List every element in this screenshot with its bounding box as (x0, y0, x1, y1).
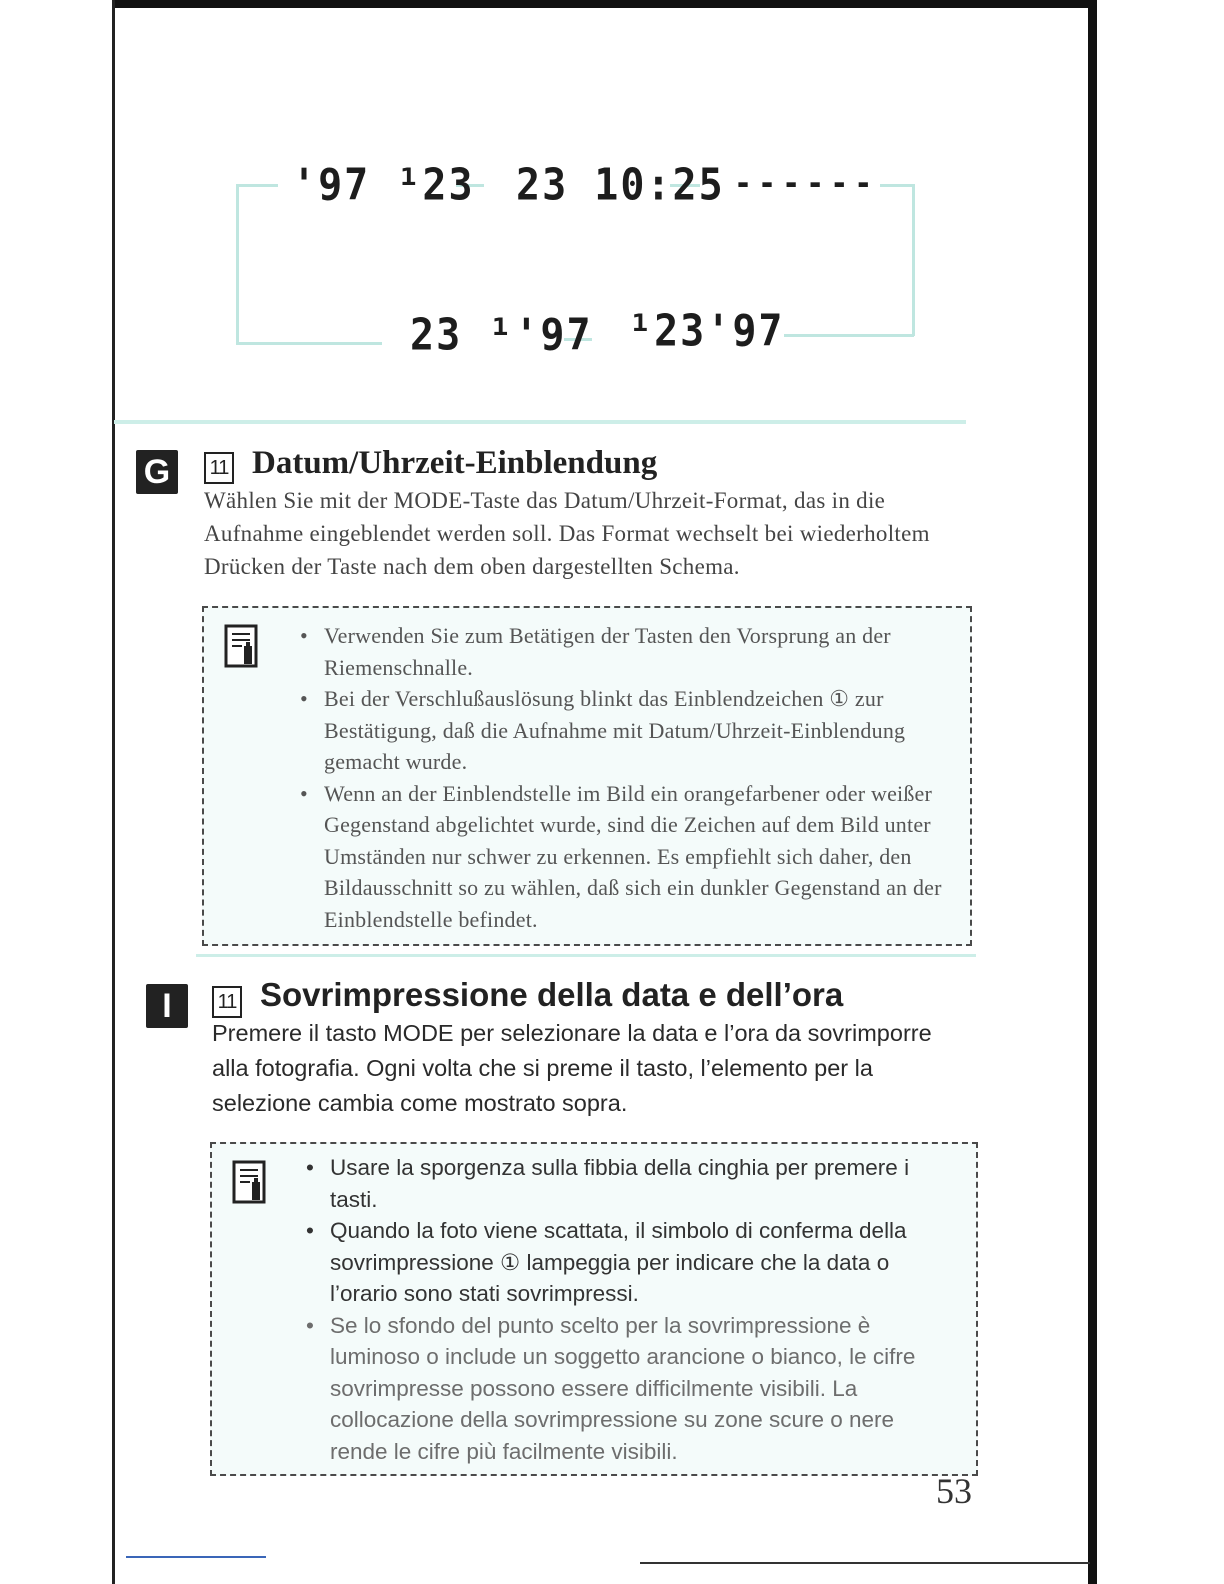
format-day-time: 23 10:25 (516, 159, 725, 211)
format-off: ------ (734, 164, 879, 203)
section-heading-de: Datum/Uhrzeit-Einblendung (252, 445, 658, 481)
section-paragraph-de: Wählen Sie mit der MODE-Taste das Datum/Uhrzeit-Format, das in die Aufnahme eingeblendet werden soll. Das Format wechselt bei wiederholtem Drücken der Taste nach dem oben dargestellten Schema. (204, 488, 930, 579)
loop-line-top-right (880, 184, 914, 187)
note-box-it (210, 1142, 978, 1476)
section-heading-it: Sovrimpressione della data e dell’ora (260, 976, 844, 1013)
loop-line-bottom-left (236, 342, 382, 345)
note-list-it (306, 1152, 956, 1467)
bottom-line-left (126, 1556, 266, 1558)
loop-line-bottom-right (784, 334, 914, 337)
page-edge-top (112, 0, 1090, 8)
note-box-de (202, 606, 972, 946)
loop-line-top-left (236, 184, 278, 187)
note-item-it-3: • Se lo sfondo del punto scelto per la sovrimpressione è luminoso o include un soggetto arancione o bianco, le cifre sovrimpresse possono essere difficilmente visibili. La collocazione della sovrimpressione su zone scure o nere rende le cifre più facilmente visibili. (306, 1310, 956, 1468)
page-edge-left (112, 0, 115, 1584)
format-month-day-year: ¹23'97 (628, 305, 785, 357)
bottom-line-right (640, 1562, 1090, 1564)
note-item-de-3: • Wenn an der Einblendstelle im Bild ein orangefarbener oder weißer Gegenstand abgelichtet wurde, sind die Zeichen auf dem Bild unter Umständen nur schwer zu erkennen. Es empfiehlt sich daher, den Bildausschnitt so zu wählen, daß sich ein dunkler Gegenstand an der Einblendstelle befindet. (300, 778, 950, 936)
memo-icon (224, 624, 258, 668)
loop-line-right-vertical (912, 184, 915, 336)
mode-number-box: 11 (204, 452, 234, 484)
date-format-cycle-diagram (180, 140, 970, 380)
memo-icon (232, 1160, 266, 1204)
section-divider-middle (196, 954, 976, 957)
note-item-de-1: • Verwenden Sie zum Betätigen der Tasten den Vorsprung an der Riemenschnalle. (300, 620, 950, 683)
language-marker-g: G (136, 450, 178, 494)
note-item-it-2: • Quando la foto viene scattata, il simbolo di conferma della sovrimpressione ① lampeggia per indicare che la data o l’orario sono stati sovrimpressi. (306, 1215, 956, 1310)
format-year-month-day: '97 ¹23 (292, 159, 475, 211)
section-divider-top (114, 420, 966, 424)
note-item-de-2: • Bei der Verschlußauslösung blinkt das Einblendzeichen ① zur Bestätigung, daß die Aufnahme mit Datum/Uhrzeit-Einblendung gemacht wurde. (300, 683, 950, 778)
section-paragraph-it: Premere il tasto MODE per selezionare la data e l’ora da sovrimporre alla fotografia. Ogni volta che si preme il tasto, l’elemento per la selezione cambia come mostrato sopra. (212, 1020, 932, 1116)
page-edge-right (1088, 0, 1097, 1584)
format-day-month-year: 23 ¹'97 (410, 309, 593, 361)
note-list-de (300, 620, 950, 935)
note-item-it-1: • Usare la sporgenza sulla fibbia della cinghia per premere i tasti. (306, 1152, 956, 1215)
page-number: 53 (936, 1471, 972, 1511)
loop-line-left-vertical (236, 184, 239, 344)
mode-number-box-it: 11 (212, 986, 242, 1018)
language-marker-i: I (146, 984, 188, 1028)
